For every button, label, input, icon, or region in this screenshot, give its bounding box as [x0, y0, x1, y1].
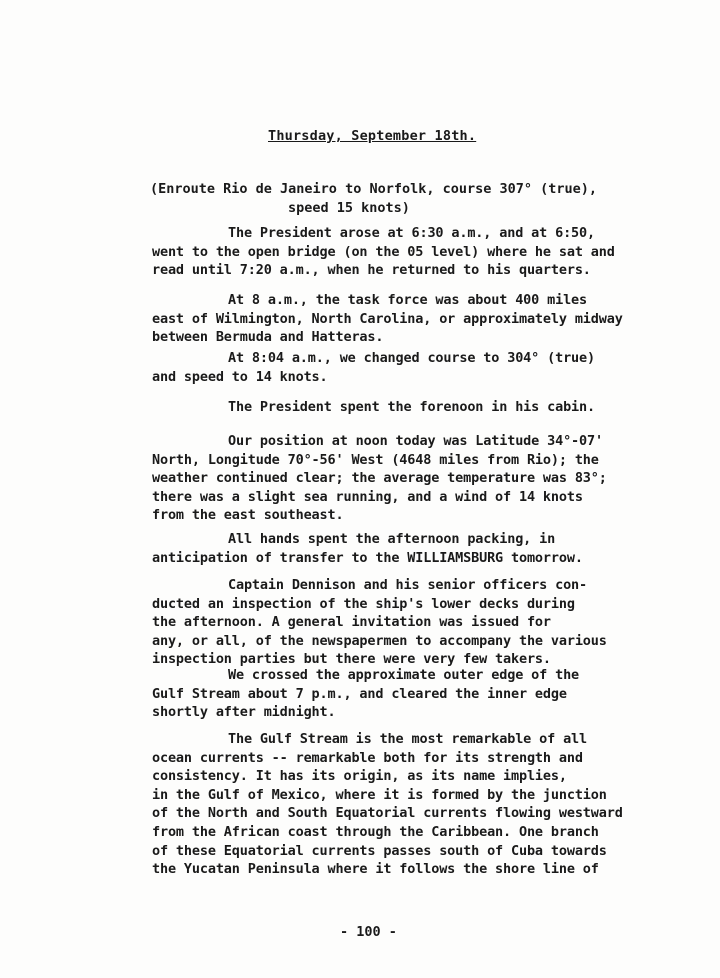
paragraph-5 [152, 432, 632, 525]
paragraph-line: At 8 a.m., the task force was about 400 miles [228, 292, 587, 308]
paragraph-line: The President spent the forenoon in his cabin. [228, 399, 595, 415]
paragraph-line: read until 7:20 a.m., when he returned to his quarters. [152, 262, 591, 279]
paragraph-6 [152, 530, 632, 567]
paragraph-line: anticipation of transfer to the WILLIAMSBURG tomorrow. [152, 549, 583, 566]
paragraph-line: Captain Dennison and his senior officers con- [228, 577, 587, 593]
paragraph-line: there was a slight sea running, and a wind of 14 knots [152, 488, 583, 505]
page-number: - 100 - [340, 924, 397, 940]
paragraph-line: of the North and South Equatorial currents flowing westward [152, 805, 623, 822]
paragraph-1 [152, 224, 632, 280]
paragraph-line: At 8:04 a.m., we changed course to 304° (true) [228, 350, 595, 366]
paragraph-line: ducted an inspection of the ship's lower decks during [152, 595, 575, 612]
paragraph-7 [152, 576, 632, 669]
paragraph-line: shortly after midnight. [152, 704, 336, 721]
paragraph-4 [152, 398, 632, 417]
paragraph-line: We crossed the approximate outer edge of the [228, 667, 580, 683]
paragraph-line: The Gulf Stream is the most remarkable of all [228, 731, 587, 747]
paragraph-line: and speed to 14 knots. [152, 368, 328, 385]
paragraph-line: the afternoon. A general invitation was issued for [152, 614, 551, 631]
paragraph-line: from the African coast through the Caribbean. One branch [152, 823, 599, 840]
paragraph-line: ocean currents -- remarkable both for its strength and [152, 749, 583, 766]
paragraph-line: North, Longitude 70°-56' West (4648 miles from Rio); the [152, 451, 599, 468]
paragraph-line: The President arose at 6:30 a.m., and at 6:50, [228, 225, 595, 241]
paragraph-8 [152, 666, 632, 722]
paragraph-line: any, or all, of the newspapermen to accompany the various [152, 632, 607, 649]
paragraph-line: in the Gulf of Mexico, where it is formed by the junction [152, 786, 607, 803]
paragraph-line: All hands spent the afternoon packing, in [228, 531, 556, 547]
paragraph-2 [152, 291, 632, 347]
paragraph-line: between Bermuda and Hatteras. [152, 329, 384, 346]
paragraph-line: consistency. It has its origin, as its name implies, [152, 768, 567, 785]
paragraph-9 [152, 730, 632, 879]
paragraph-line: east of Wilmington, North Carolina, or approximately midway [152, 310, 623, 327]
paragraph-line: went to the open bridge (on the 05 level) where he sat and [152, 243, 615, 260]
paragraph-line: inspection parties but there were very few takers. [152, 651, 551, 668]
page-title: Thursday, September 18th. [268, 128, 477, 144]
paragraph-line: Our position at noon today was Latitude 34°-07' [228, 433, 603, 449]
paragraph-line: Gulf Stream about 7 p.m., and cleared the inner edge [152, 685, 567, 702]
paragraph-line: weather continued clear; the average temperature was 83°; [152, 470, 607, 487]
route-line-1: (Enroute Rio de Janeiro to Norfolk, course 307° (true), [150, 181, 598, 197]
paragraph-line: from the east southeast. [152, 507, 344, 524]
paragraph-line: the Yucatan Peninsula where it follows the shore line of [152, 861, 599, 878]
paragraph-3 [152, 349, 632, 386]
route-line-2: speed 15 knots) [288, 200, 410, 216]
route-subtitle [150, 180, 630, 218]
paragraph-line: of these Equatorial currents passes south of Cuba towards [152, 842, 607, 859]
